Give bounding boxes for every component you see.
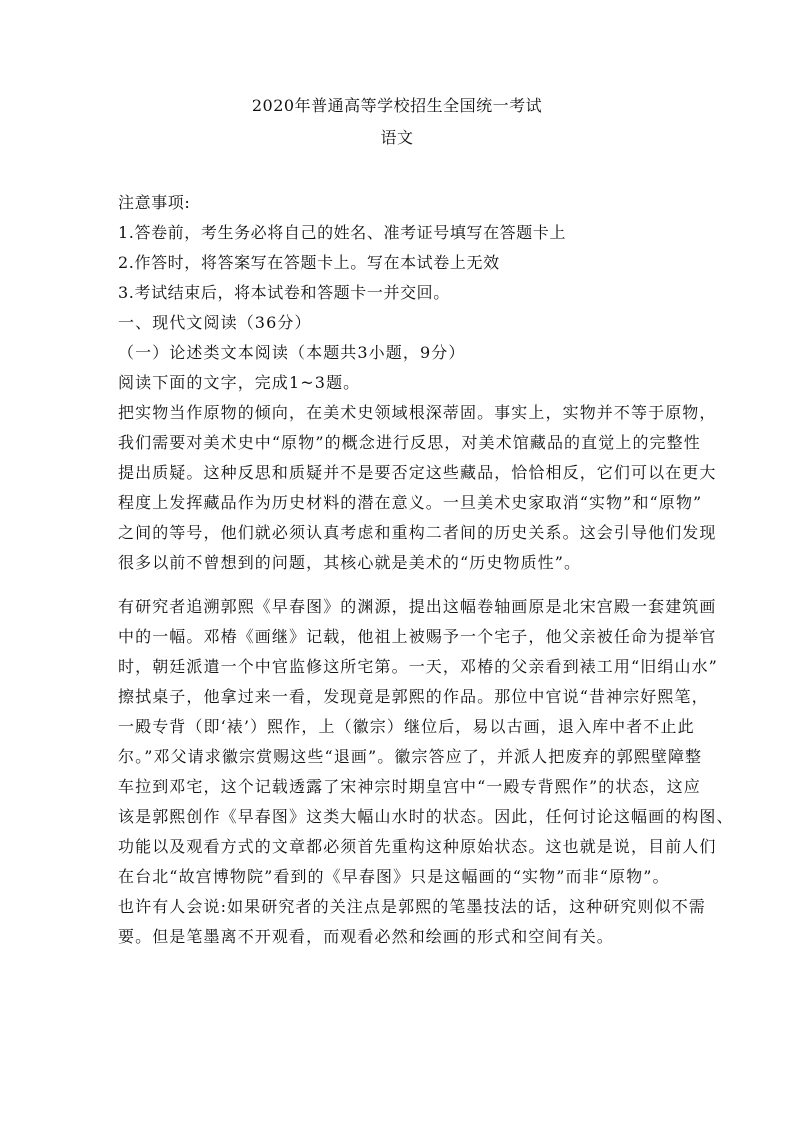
passage-paragraph-1	[118, 398, 717, 578]
passage-line: 有研究者追溯郭熙《早春图》的渊源，提出这幅卷轴画原是北宋宫殿一套建筑画	[118, 597, 717, 616]
passage-line: 也许有人会说:如果研究者的关注点是郭熙的笔墨技法的话，这种研究则似不需	[118, 897, 706, 916]
notes-heading: 注意事项:	[118, 193, 191, 212]
section-instruction: 阅读下面的文字，完成1~3题。	[118, 373, 361, 392]
notes-item: 1.答卷前，考生务必将自己的姓名、准考证号填写在答题卡上	[118, 223, 567, 242]
passage-line: 程度上发挥藏品作为历史材料的潜在意义。一旦美术史家取消“实物”和“原物”	[118, 493, 703, 512]
passage-line: 提出质疑。这种反思和质疑并不是要否定这些藏品，恰恰相反，它们可以在更大	[118, 463, 717, 482]
exam-title: 2020年普通高等学校招生全国统一考试	[251, 96, 543, 115]
section-heading: 一、现代文阅读（36分）	[118, 313, 312, 332]
exam-body	[118, 188, 734, 952]
passage-line: 该是郭熙创作《早春图》这类大幅山水时的状态。因此，任何讨论这幅画的构图、	[118, 807, 734, 826]
passage-line: 把实物当作原物的倾向，在美术史领域根深蒂固。事实上，实物并不等于原物，	[118, 403, 717, 422]
passage-line: 之间的等号，他们就必须认真考虑和重构二者间的历史关系。这会引导他们发现	[118, 523, 717, 542]
passage-line: 车拉到邓宅，这个记载透露了宋神宗时期皇宫中“一殿专背熙作”的状态，这应	[118, 777, 701, 796]
notes-item: 2.作答时，将答案写在答题卡上。写在本试卷上无效	[118, 253, 500, 272]
passage-line: 中的一幅。邓椿《画继》记载，他祖上被赐予一个宅子，他父亲被任命为提举官	[118, 627, 717, 646]
subject-title: 语文	[380, 128, 414, 147]
passage-paragraph-2	[118, 592, 734, 952]
notes-item: 3.考试结束后，将本试卷和答题卡一并交回。	[118, 283, 450, 302]
notes-section	[118, 188, 684, 308]
passage-line: 一殿专背（即‘裱’）熙作，上（徽宗）继位后，易以古画，退入库中者不止此	[118, 717, 695, 736]
section-subheading: （一）论述类文本阅读（本题共3小题，9分）	[118, 343, 466, 362]
passage-line: 我们需要对美术史中“原物”的概念进行反思，对美术馆藏品的直觉上的完整性	[118, 433, 701, 452]
passage-line: 很多以前不曾想到的问题，其核心就是美术的“历史物质性”。	[118, 553, 582, 572]
passage-line: 时，朝廷派遣一个中官监修这所宅第。一天，邓椿的父亲看到裱工用“旧绢山水”	[118, 657, 718, 676]
passage-line: 擦拭桌子，他拿过来一看，发现竟是郭熙的作品。那位中官说“昔神宗好熙笔，	[118, 687, 709, 706]
passage-line: 在台北“故宫博物院”看到的《早春图》只是这幅画的“实物”而非“原物”。	[118, 867, 670, 886]
passage-line: 尔。”邓父请求徽宗赏赐这些“退画”。徽宗答应了，并派人把废弃的郭熙壁障整	[118, 747, 703, 766]
passage-line: 功能以及观看方式的文章都必须首先重构这种原始状态。这也就是说，目前人们	[118, 837, 717, 856]
passage-line: 要。但是笔墨离不开观看，而观看必然和绘画的形式和空间有关。	[118, 927, 614, 946]
